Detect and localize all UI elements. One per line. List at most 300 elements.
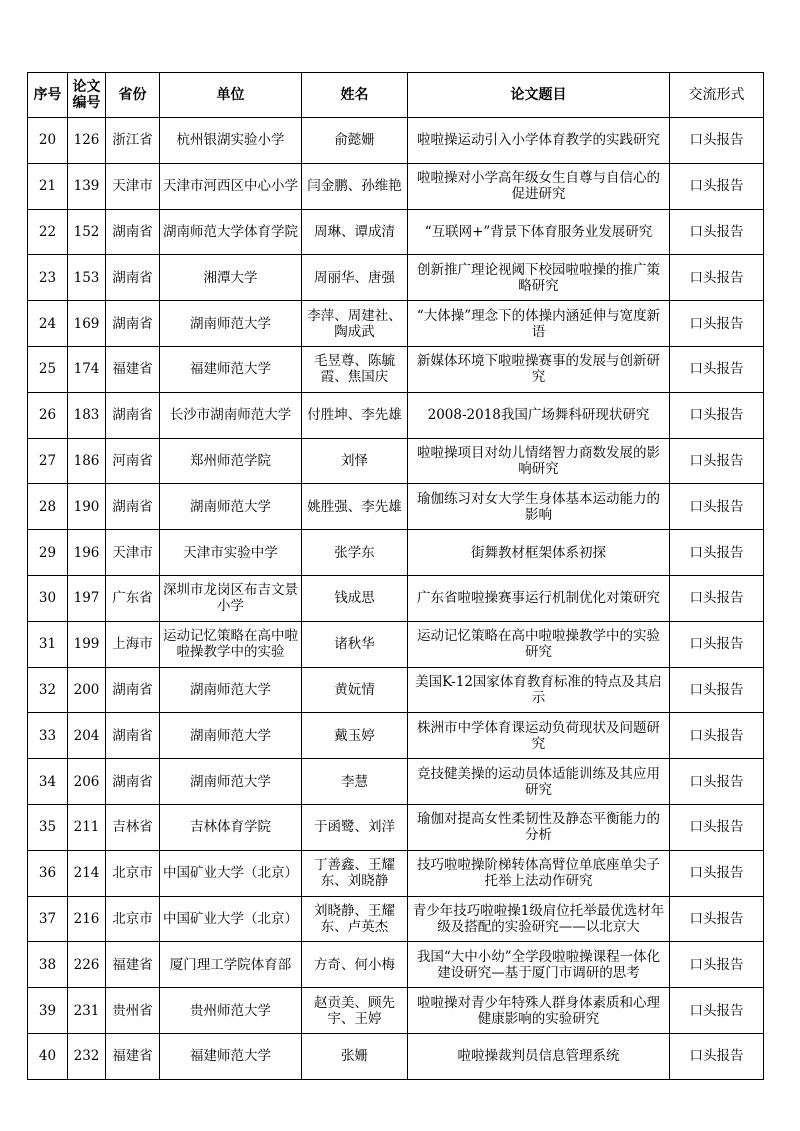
cell-name-text: 赵贡美、顾先宇、王婷 [314, 994, 395, 1027]
cell-name-text: 刘怿 [341, 452, 368, 469]
cell-province [106, 988, 160, 1034]
cell-name [302, 484, 408, 530]
cell-format-text: 口头报告 [689, 727, 744, 744]
cell-unit-text: 郑州师范学院 [190, 452, 271, 469]
cell-name-text: 张姗 [341, 1048, 368, 1065]
cell-seq [28, 392, 68, 438]
cell-code [68, 118, 106, 164]
cell-format [670, 392, 764, 438]
cell-province [106, 484, 160, 530]
cell-province-text: 湖南省 [112, 498, 153, 515]
cell-province-text: 贵州省 [112, 1002, 153, 1019]
cell-name [302, 713, 408, 759]
cell-seq-text: 33 [38, 727, 57, 744]
cell-code [68, 713, 106, 759]
cell-title-text: 啦啦操运动引入小学体育教学的实践研究 [417, 132, 660, 149]
cell-province-text: 福建省 [112, 361, 153, 378]
cell-seq [28, 118, 68, 164]
cell-title-text: 青少年技巧啦啦操1级肩位托举最优选材年级及搭配的实验研究——以北京大 [412, 902, 665, 935]
cell-title-text: 瑜伽练习对女大学生身体基本运动能力的影响 [417, 490, 660, 523]
table-row [28, 621, 764, 667]
cell-unit [160, 530, 302, 576]
table-row [28, 346, 764, 392]
cell-name-text: 姚胜强、李先雄 [307, 498, 402, 515]
cell-name-text: 张学东 [334, 544, 375, 561]
cell-name-text: 付胜坤、李先雄 [307, 407, 402, 424]
cell-title-text: “互联网+”背景下体育服务业发展研究 [424, 223, 653, 240]
cell-code-text: 169 [73, 315, 100, 332]
cell-name [302, 804, 408, 850]
cell-unit-text: 厦门理工学院体育部 [169, 956, 292, 973]
cell-title-text: 株洲市中学体育课运动负荷现状及问题研究 [417, 719, 660, 752]
cell-name [302, 163, 408, 209]
cell-province [106, 621, 160, 667]
cell-name [302, 896, 408, 942]
cell-format [670, 942, 764, 988]
table-row [28, 759, 764, 805]
cell-code-text: 174 [73, 361, 100, 378]
cell-name [302, 759, 408, 805]
cell-seq [28, 713, 68, 759]
cell-format [670, 1033, 764, 1079]
cell-title-text: 啦啦操裁判员信息管理系统 [457, 1048, 620, 1065]
cell-province [106, 255, 160, 301]
cell-unit [160, 346, 302, 392]
cell-name-text: 李萍、周建社、陶成武 [307, 307, 402, 340]
cell-code [68, 530, 106, 576]
cell-format [670, 621, 764, 667]
cell-seq [28, 896, 68, 942]
cell-format-text: 口头报告 [689, 223, 744, 240]
cell-unit [160, 621, 302, 667]
cell-seq-text: 32 [38, 681, 57, 698]
cell-format-text: 口头报告 [689, 407, 744, 424]
cell-code [68, 346, 106, 392]
cell-title-text: 啦啦操对小学高年级女生自尊与自信心的促进研究 [417, 170, 660, 203]
table-row [28, 301, 764, 347]
cell-name [302, 942, 408, 988]
cell-code-text: 183 [73, 407, 100, 424]
cell-province-text: 福建省 [112, 1048, 153, 1065]
cell-name-text: 丁善鑫、王耀东、刘晓静 [314, 857, 395, 890]
table-row [28, 896, 764, 942]
cell-unit-text: 吉林体育学院 [190, 819, 271, 836]
cell-province [106, 346, 160, 392]
cell-unit-text: 天津市河西区中心小学 [163, 178, 298, 195]
cell-seq [28, 942, 68, 988]
cell-code [68, 301, 106, 347]
cell-unit-text: 长沙市湖南师范大学 [169, 407, 292, 424]
cell-seq-text: 39 [38, 1002, 57, 1019]
cell-unit-text: 湖南师范大学 [190, 773, 271, 790]
table-row [28, 438, 764, 484]
cell-name-text: 戴玉婷 [334, 727, 375, 744]
cell-name-text: 方奇、何小梅 [314, 956, 395, 973]
cell-seq-text: 40 [38, 1048, 57, 1065]
cell-title [408, 346, 670, 392]
cell-title [408, 438, 670, 484]
cell-seq-text: 34 [38, 773, 57, 790]
cell-title-text: 竞技健美操的运动员体适能训练及其应用研究 [417, 765, 660, 798]
table-row [28, 209, 764, 255]
header-format: 交流形式 [670, 73, 764, 118]
cell-code [68, 759, 106, 805]
cell-code [68, 1033, 106, 1079]
cell-title-text: 我国“大中小幼”全学段啦啦操课程一体化建设研究—基于厦门市调研的思考 [416, 948, 661, 981]
cell-code [68, 255, 106, 301]
cell-format-text: 口头报告 [689, 956, 744, 973]
cell-name-text: 周丽华、唐强 [314, 269, 395, 286]
cell-code-text: 153 [73, 269, 100, 286]
cell-title-text: 广东省啦啦操赛事运行机制优化对策研究 [417, 590, 660, 607]
cell-format-text: 口头报告 [689, 819, 744, 836]
cell-title-text: 街舞教材框架体系初探 [471, 544, 606, 561]
cell-name [302, 621, 408, 667]
cell-format [670, 484, 764, 530]
cell-province-text: 上海市 [112, 636, 153, 653]
cell-format [670, 118, 764, 164]
cell-title [408, 896, 670, 942]
cell-seq [28, 759, 68, 805]
cell-format [670, 667, 764, 713]
cell-format-text: 口头报告 [689, 1002, 744, 1019]
cell-name-text: 闫金鹏、孙维艳 [307, 178, 402, 195]
cell-unit [160, 301, 302, 347]
cell-unit-text: 运动记忆策略在高中啦啦操教学中的实验 [163, 628, 298, 661]
cell-format-text: 口头报告 [689, 132, 744, 149]
cell-title [408, 942, 670, 988]
cell-unit [160, 484, 302, 530]
cell-name-text: 诸秋华 [334, 636, 375, 653]
cell-seq [28, 484, 68, 530]
cell-seq-text: 24 [38, 315, 57, 332]
cell-province-text: 湖南省 [112, 407, 153, 424]
cell-unit [160, 759, 302, 805]
cell-province-text: 广东省 [112, 590, 153, 607]
cell-unit [160, 896, 302, 942]
cell-unit [160, 575, 302, 621]
cell-title-text: 啦啦操对青少年特殊人群身体素质和心理健康影响的实验研究 [417, 994, 660, 1027]
table-row [28, 484, 764, 530]
cell-seq-text: 23 [38, 269, 57, 286]
cell-format [670, 850, 764, 896]
cell-seq-text: 37 [38, 910, 57, 927]
cell-title [408, 530, 670, 576]
cell-seq [28, 804, 68, 850]
cell-seq [28, 621, 68, 667]
cell-province-text: 湖南省 [112, 223, 153, 240]
cell-title-text: 美国K-12国家体育教育标准的特点及其启示 [415, 673, 662, 706]
cell-province [106, 438, 160, 484]
cell-code [68, 942, 106, 988]
cell-province-text: 北京市 [112, 910, 153, 927]
cell-title [408, 301, 670, 347]
cell-province [106, 667, 160, 713]
cell-unit [160, 804, 302, 850]
table-row [28, 942, 764, 988]
cell-title-text: “大体操”理念下的体操内涵延伸与宽度新语 [416, 307, 661, 340]
cell-seq-text: 27 [38, 452, 57, 469]
table-row [28, 530, 764, 576]
cell-format-text: 口头报告 [689, 178, 744, 195]
cell-code [68, 896, 106, 942]
cell-seq-text: 26 [38, 407, 57, 424]
table-row [28, 392, 764, 438]
table-row [28, 850, 764, 896]
table-row [28, 1033, 764, 1079]
cell-province-text: 湖南省 [112, 681, 153, 698]
cell-unit-text: 福建师范大学 [190, 1048, 271, 1065]
cell-title [408, 1033, 670, 1079]
cell-title [408, 759, 670, 805]
cell-seq-text: 38 [38, 956, 57, 973]
cell-seq [28, 667, 68, 713]
cell-unit [160, 438, 302, 484]
cell-unit-text: 湘潭大学 [203, 269, 258, 286]
cell-format-text: 口头报告 [689, 590, 744, 607]
cell-name [302, 530, 408, 576]
cell-unit-text: 中国矿业大学（北京） [163, 865, 298, 882]
cell-seq [28, 850, 68, 896]
cell-format-text: 口头报告 [689, 361, 744, 378]
cell-code [68, 484, 106, 530]
cell-name-text: 钱成思 [334, 590, 375, 607]
cell-format [670, 896, 764, 942]
cell-seq [28, 988, 68, 1034]
cell-province-text: 湖南省 [112, 727, 153, 744]
cell-title-text: 运动记忆策略在高中啦啦操教学中的实验研究 [417, 628, 660, 661]
cell-title-text: 啦啦操项目对幼儿情绪智力商数发展的影响研究 [417, 444, 660, 477]
cell-format [670, 301, 764, 347]
cell-title [408, 484, 670, 530]
table-body [28, 118, 764, 1080]
cell-name [302, 1033, 408, 1079]
cell-code-text: 206 [73, 773, 100, 790]
cell-name-text: 黄妧情 [334, 681, 375, 698]
cell-title [408, 988, 670, 1034]
cell-unit [160, 118, 302, 164]
cell-format [670, 209, 764, 255]
cell-name [302, 346, 408, 392]
cell-province-text: 北京市 [112, 865, 153, 882]
cell-unit-text: 湖南师范大学体育学院 [163, 223, 298, 240]
cell-title [408, 621, 670, 667]
cell-code-text: 197 [73, 590, 100, 607]
cell-title [408, 713, 670, 759]
cell-seq [28, 301, 68, 347]
cell-province [106, 530, 160, 576]
cell-format [670, 988, 764, 1034]
cell-code [68, 163, 106, 209]
cell-title-text: 新媒体环境下啦啦操赛事的发展与创新研究 [417, 353, 660, 386]
cell-province [106, 575, 160, 621]
cell-format-text: 口头报告 [689, 1048, 744, 1065]
cell-unit-text: 杭州银湖实验小学 [176, 132, 285, 149]
cell-format [670, 575, 764, 621]
cell-format-text: 口头报告 [689, 269, 744, 286]
table-row [28, 575, 764, 621]
cell-name [302, 392, 408, 438]
header-seq: 序号 [28, 73, 68, 118]
cell-name-text: 李慧 [341, 773, 368, 790]
cell-title [408, 850, 670, 896]
cell-format [670, 438, 764, 484]
cell-title-text: 技巧啦啦操阶梯转体高臂位单底座单尖子托举上法动作研究 [417, 857, 660, 890]
cell-code [68, 804, 106, 850]
cell-code-text: 196 [73, 544, 100, 561]
cell-name [302, 255, 408, 301]
cell-unit-text: 湖南师范大学 [190, 681, 271, 698]
cell-seq-text: 22 [38, 223, 57, 240]
cell-title [408, 118, 670, 164]
cell-unit [160, 850, 302, 896]
cell-unit-text: 中国矿业大学（北京） [163, 910, 298, 927]
cell-unit-text: 湖南师范大学 [190, 727, 271, 744]
cell-province [106, 896, 160, 942]
cell-format [670, 759, 764, 805]
cell-seq-text: 30 [38, 590, 57, 607]
cell-code-text: 211 [73, 819, 100, 836]
header-province: 省份 [106, 73, 160, 118]
cell-seq [28, 209, 68, 255]
cell-code-text: 152 [73, 223, 100, 240]
cell-name-text: 刘晓静、王耀东、卢英杰 [314, 902, 395, 935]
cell-code-text: 204 [73, 727, 100, 744]
table-row [28, 988, 764, 1034]
cell-code-text: 214 [73, 865, 100, 882]
cell-code [68, 575, 106, 621]
cell-seq [28, 346, 68, 392]
cell-seq [28, 1033, 68, 1079]
cell-unit [160, 255, 302, 301]
header-unit: 单位 [160, 73, 302, 118]
cell-province-text: 湖南省 [112, 773, 153, 790]
cell-seq-text: 20 [38, 132, 57, 149]
header-title: 论文题目 [408, 73, 670, 118]
header-row [28, 73, 764, 118]
cell-province [106, 301, 160, 347]
cell-seq-text: 29 [38, 544, 57, 561]
cell-format [670, 804, 764, 850]
table-row [28, 255, 764, 301]
cell-seq-text: 36 [38, 865, 57, 882]
cell-unit-text: 贵州师范大学 [190, 1002, 271, 1019]
cell-title-text: 2008-2018我国广场舞科研现状研究 [427, 407, 650, 424]
cell-code-text: 231 [73, 1002, 100, 1019]
cell-format-text: 口头报告 [689, 910, 744, 927]
header-name: 姓名 [302, 73, 408, 118]
cell-format [670, 530, 764, 576]
cell-title [408, 392, 670, 438]
cell-format-text: 口头报告 [689, 636, 744, 653]
cell-code [68, 988, 106, 1034]
cell-format [670, 346, 764, 392]
cell-name [302, 118, 408, 164]
cell-name-text: 俞懿姗 [334, 132, 375, 149]
cell-unit-text: 湖南师范大学 [190, 498, 271, 515]
cell-province-text: 天津市 [112, 544, 153, 561]
cell-code-text: 126 [73, 132, 100, 149]
cell-format [670, 163, 764, 209]
cell-unit [160, 1033, 302, 1079]
cell-seq [28, 255, 68, 301]
cell-name [302, 667, 408, 713]
cell-province [106, 209, 160, 255]
cell-unit-text: 深圳市龙岗区布吉文景小学 [163, 582, 298, 615]
cell-seq-text: 25 [38, 361, 57, 378]
cell-name [302, 575, 408, 621]
table-row [28, 118, 764, 164]
cell-code-text: 199 [73, 636, 100, 653]
cell-title [408, 667, 670, 713]
cell-province-text: 湖南省 [112, 269, 153, 286]
cell-unit [160, 988, 302, 1034]
cell-title [408, 804, 670, 850]
cell-format-text: 口头报告 [689, 681, 744, 698]
cell-name-text: 周琳、谭成清 [314, 223, 395, 240]
cell-province [106, 392, 160, 438]
cell-format-text: 口头报告 [689, 544, 744, 561]
cell-unit [160, 392, 302, 438]
cell-seq [28, 163, 68, 209]
cell-format-text: 口头报告 [689, 498, 744, 515]
cell-format-text: 口头报告 [689, 452, 744, 469]
cell-seq-text: 31 [38, 636, 57, 653]
cell-province-text: 湖南省 [112, 315, 153, 332]
cell-province [106, 163, 160, 209]
cell-province-text: 天津市 [112, 178, 153, 195]
cell-unit [160, 209, 302, 255]
cell-unit-text: 天津市实验中学 [183, 544, 278, 561]
cell-seq-text: 35 [38, 819, 57, 836]
cell-unit-text: 湖南师范大学 [190, 315, 271, 332]
cell-province [106, 850, 160, 896]
cell-unit [160, 942, 302, 988]
cell-province-text: 浙江省 [112, 132, 153, 149]
cell-code [68, 621, 106, 667]
cell-province-text: 吉林省 [112, 819, 153, 836]
cell-unit [160, 667, 302, 713]
cell-code-text: 226 [73, 956, 100, 973]
cell-name [302, 850, 408, 896]
table-row [28, 804, 764, 850]
cell-code-text: 200 [73, 681, 100, 698]
cell-code-text: 186 [73, 452, 100, 469]
table-row [28, 713, 764, 759]
cell-format-text: 口头报告 [689, 865, 744, 882]
cell-format-text: 口头报告 [689, 315, 744, 332]
cell-province [106, 804, 160, 850]
cell-code-text: 139 [73, 178, 100, 195]
papers-table [27, 72, 764, 1080]
cell-province [106, 118, 160, 164]
cell-title [408, 163, 670, 209]
cell-code [68, 850, 106, 896]
table-row [28, 667, 764, 713]
cell-name-text: 毛昱尊、陈毓霞、焦国庆 [314, 353, 395, 386]
cell-province-text: 河南省 [112, 452, 153, 469]
cell-format [670, 255, 764, 301]
cell-code [68, 438, 106, 484]
cell-province [106, 759, 160, 805]
cell-seq-text: 28 [38, 498, 57, 515]
cell-code-text: 232 [73, 1048, 100, 1065]
header-code: 论文编号 [68, 73, 106, 118]
cell-title [408, 575, 670, 621]
cell-name-text: 于函鹭、刘洋 [314, 819, 395, 836]
cell-name [302, 438, 408, 484]
cell-province [106, 942, 160, 988]
